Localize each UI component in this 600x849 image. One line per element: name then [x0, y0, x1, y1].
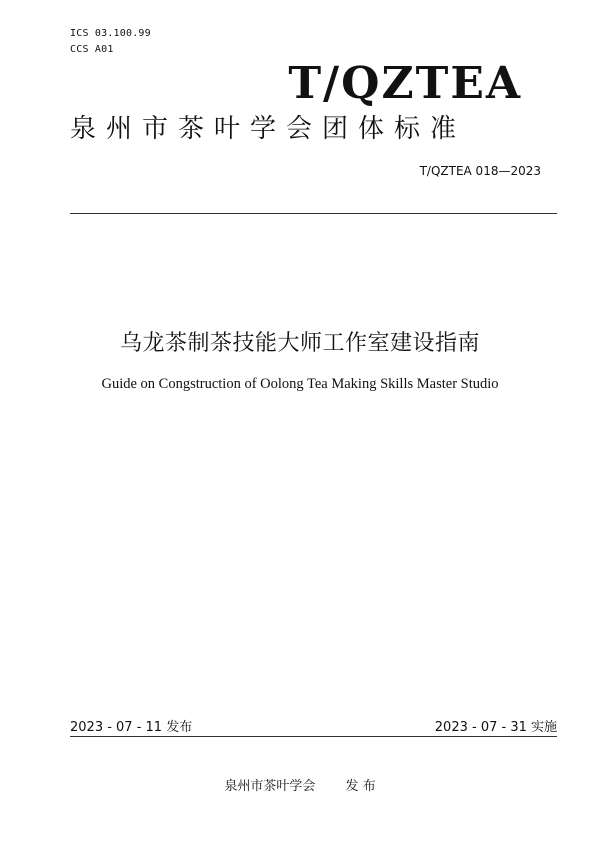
standard-number: T/QZTEA 018—2023	[419, 164, 541, 178]
implementation-date: 2023 - 07 - 31 实施	[434, 720, 557, 735]
issue-date: 2023 - 07 - 11 发布	[70, 720, 193, 735]
standard-logo: T/QZTEA	[288, 58, 522, 109]
top-divider	[70, 213, 557, 214]
bottom-divider	[70, 736, 557, 737]
ics-code: ICS 03.100.99	[70, 28, 151, 39]
ccs-code: CCS A01	[70, 44, 114, 55]
publisher-line	[0, 775, 600, 794]
publisher-name: 泉州市茶叶学会	[224, 779, 316, 794]
association-heading: 泉州市茶叶学会团体标准	[70, 114, 467, 144]
document-title-chinese: 乌龙茶制茶技能大师工作室建设指南	[119, 331, 480, 356]
document-title-english: Guide on Congstruction of Oolong Tea Making Skills Master Studio	[101, 376, 499, 392]
publisher-action: 发 布	[345, 779, 376, 794]
